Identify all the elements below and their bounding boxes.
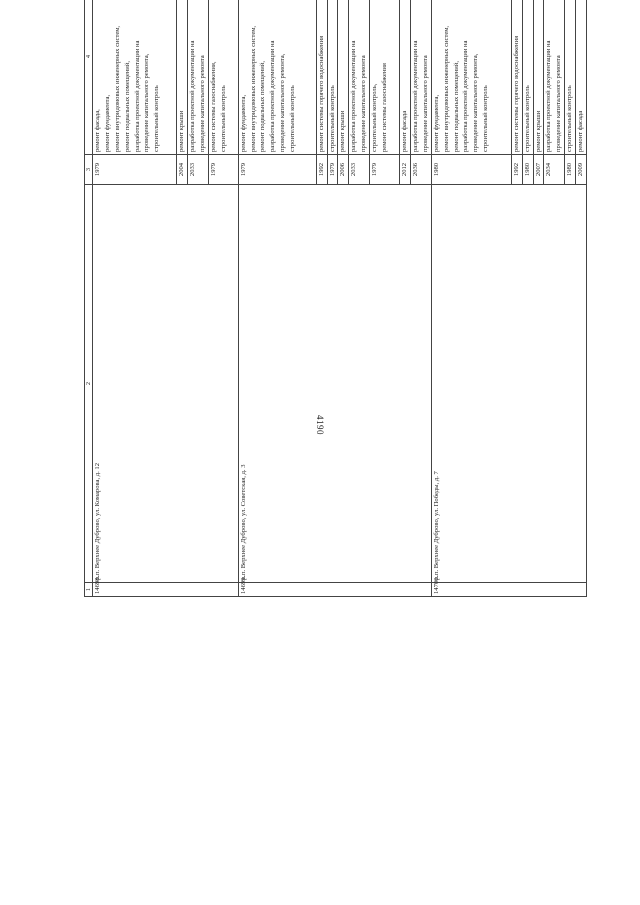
year-cell: 2033: [187, 155, 208, 185]
work-cell: ремонт фундамента, ремонт внутридомовых инженерных систем, ремонт подвальных помещений, разработка проектной документации на проведение капитального ремонта, строительный контроль: [238, 0, 316, 155]
row-number: 14699.: [238, 583, 431, 597]
year-cell: 1992: [511, 155, 522, 185]
year-cell: 1980: [431, 155, 511, 185]
work-cell: разработка проектной документации на проведение капитального ремонта: [187, 0, 208, 155]
year-cell: 2007: [533, 155, 544, 185]
work-cell: разработка проектной документации на проведение капитального ремонта: [411, 0, 432, 155]
year-cell: 1992: [316, 155, 327, 185]
address-cell: р.п. Верхнее Дуброво, ул. Комарова, д. 12: [93, 185, 239, 583]
row-number: 14698.: [93, 583, 239, 597]
address-cell: р.п. Верхнее Дуброво, ул. Советская, д. 3: [238, 185, 431, 583]
work-cell: строительный контроль: [522, 0, 533, 155]
work-cell: ремонт крыши: [177, 0, 188, 155]
year-cell: 2006: [338, 155, 349, 185]
header-col-2: 2: [85, 185, 93, 583]
work-cell: строительный контроль, ремонт системы газоснабжения: [370, 0, 400, 155]
work-cell: ремонт крыши: [338, 0, 349, 155]
work-cell: ремонт системы горячего водоснабжения: [316, 0, 327, 155]
work-cell: ремонт фасада: [576, 0, 587, 155]
work-cell: ремонт крыши: [533, 0, 544, 155]
header-col-3: 3: [85, 155, 93, 185]
work-cell: ремонт фасада: [400, 0, 411, 155]
table-row: [238, 0, 316, 597]
year-cell: 2012: [400, 155, 411, 185]
rotated-page: [84, 0, 604, 597]
year-cell: 1979: [238, 155, 316, 185]
year-cell: 2009: [576, 155, 587, 185]
header-col-1: 1: [85, 583, 93, 597]
year-cell: 1979: [370, 155, 400, 185]
repair-schedule-table: [84, 0, 587, 597]
work-cell: строительный контроль: [327, 0, 338, 155]
year-cell: 2034: [544, 155, 565, 185]
work-cell: ремонт системы газоснабжения, строительный контроль: [208, 0, 238, 155]
table-stage: [84, 25, 604, 842]
year-cell: 1980: [522, 155, 533, 185]
year-cell: 2036: [411, 155, 432, 185]
year-cell: 1979: [208, 155, 238, 185]
work-cell: ремонт фундамента, ремонт внутридомовых инженерных систем, ремонт подвальных помещений, разработка проектной документации на проведение капитального ремонта, строительный контроль: [431, 0, 511, 155]
table-row: [93, 0, 177, 597]
row-number: 14700.: [431, 583, 586, 597]
year-cell: 1979: [327, 155, 338, 185]
work-cell: строительный контроль: [565, 0, 576, 155]
address-cell: р.п. Верхнее Дуброво, ул. Победы, д. 7: [431, 185, 586, 583]
work-cell: ремонт фасада, ремонт фундамента, ремонт внутридомовых инженерных систем, ремонт подвальных помещений, разработка проектной документации на проведение капитального ремонта, строительный контроль: [93, 0, 177, 155]
work-cell: разработка проектной документации на проведение капитального ремонта: [349, 0, 370, 155]
work-cell: ремонт системы горячего водоснабжения: [511, 0, 522, 155]
table-row: [431, 0, 511, 597]
header-row: [85, 0, 93, 597]
year-cell: 1980: [565, 155, 576, 185]
header-col-4: 4: [85, 0, 93, 155]
year-cell: 2004: [177, 155, 188, 185]
work-cell: разработка проектной документации на проведение капитального ремонта: [544, 0, 565, 155]
year-cell: 2033: [349, 155, 370, 185]
year-cell: 1979: [93, 155, 177, 185]
